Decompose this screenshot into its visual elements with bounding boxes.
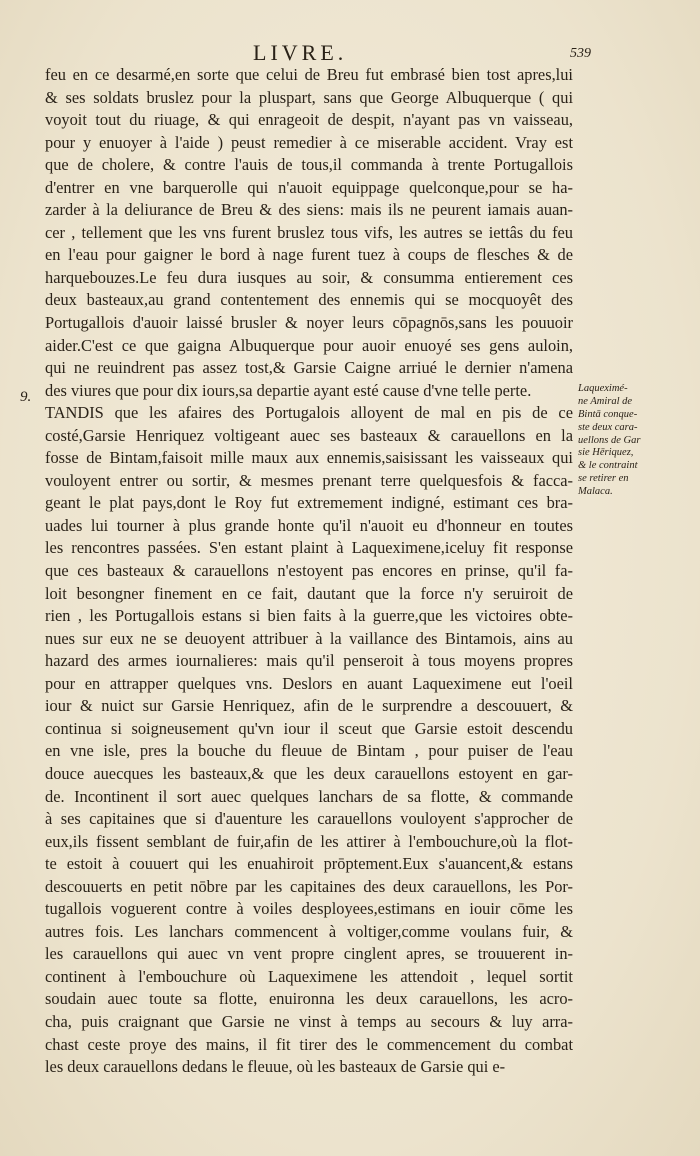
text-line: des viures que pour dix iours,sa departie ayant esté cause d'vne telle perte. xyxy=(45,380,532,400)
text-line: rien , les Portugallois estans si bien faits à la guerre,que les victoires obte- xyxy=(45,606,573,626)
text-line: hazard des armes iournalieres: mais qu'il penseroit à tous moyens propres xyxy=(45,651,573,671)
text-line: & ses soldats bruslez pour la pluspart, sans que George Albuquerque ( qui xyxy=(45,87,573,107)
text-line: vouloyent entrer ou sortir, & mesmes prenant terre quelquesfois & facca- xyxy=(45,470,573,490)
page-header xyxy=(0,40,700,66)
text-line: harquebouzes.Le feu dura iusques au soir, & consumma entierement ces xyxy=(45,267,573,287)
text-line: continent à l'embouchure où Laqueximene les attendoit , lequel sortit xyxy=(45,966,573,986)
text-line: soudain auec toute sa flotte, enuironna les deux carauellons, les acro- xyxy=(45,989,573,1009)
text-line: Portugallois d'auoir laissé brusler & noyer leurs cōpagnōs,sans les pouuoir xyxy=(45,313,573,333)
margin-note-line: ne Amiral de xyxy=(578,395,633,407)
text-line: qui ne reuindrent pas assez tost,& Garsie Caigne arriué le dernier n'amena xyxy=(45,358,573,378)
text-line: continua si soigneusement qu'vn iour il sceut que Garsie estoit descendu xyxy=(45,718,573,738)
text-line: voyoit tout du riuage, & qui enrageoit de despit, n'ayant pas vn vaisseau, xyxy=(45,110,573,130)
text-line: d'entrer en vne barquerolle qui n'auoit equippage quelconque,pour se ha- xyxy=(45,177,573,197)
margin-note-line: Bintā conque- xyxy=(578,408,638,420)
text-line: zarder à la deliurance de Breu & des siens: mais ils ne peurent iamais auan- xyxy=(45,200,573,220)
text-line: de. Incontinent il sort auec quelques lanchars de sa flotte, & commande xyxy=(45,786,573,806)
body-text xyxy=(45,64,573,1079)
text-line: iour & nuict sur Garsie Henriquez, afin de le surprendre a descouuert, & xyxy=(45,696,573,716)
text-line: douce auecques les basteaux,& que les deux carauellons estoyent en gar- xyxy=(45,763,573,783)
margin-note-line: sie Hēriquez, xyxy=(578,447,634,459)
text-line: chast ceste proye des mains, il fit tirer des le commencement du combat xyxy=(45,1034,573,1054)
margin-note-line: & le contraint xyxy=(578,460,638,472)
text-line: loit besongner finement en ce fait, dautant que la force n'y seruiroit de xyxy=(45,583,573,603)
text-line: geant le plat pays,dont le Roy fut extremement indigné, estimant ces bra- xyxy=(45,493,573,513)
margin-note-line: uellons de Gar xyxy=(578,434,641,446)
margin-note-line: Malaca. xyxy=(578,486,613,498)
text-line: aider.C'est ce que gaigna Albuquerque pour auoir enuoyé ses gens auloin, xyxy=(45,335,573,355)
text-line: que de cholere, & contre l'auis de tous,il commanda à trente Portugallois xyxy=(45,155,573,175)
text-line: pour en attrapper quelques vns. Deslors en auant Laqueximene eut l'oeil xyxy=(45,673,573,693)
text-line: nues sur eux ne se deuoyent attribuer à la vaillance des Bintamois, ains au xyxy=(45,628,573,648)
text-line: les deux carauellons dedans le fleuue, où les basteaux de Garsie qui e- xyxy=(45,1057,506,1077)
text-line: TANDIS que les afaires des Portugalois alloyent de mal en pis de ce xyxy=(45,403,573,423)
text-line: les carauellons qui auec vn vent propre cinglent apres, se trouuerent in- xyxy=(45,944,573,964)
margin-note-line: se retirer en xyxy=(578,473,629,485)
text-line: fosse de Bintam,faisoit mille maux aux ennemis,saisissant les vaisseaux qui xyxy=(45,448,573,468)
text-line: tugallois voguerent contre à voiles desployees,estimans en iouir cōme les xyxy=(45,899,573,919)
text-line: eux,ils fissent semblant de fuir,afin de les attirer à l'embouchure,où la flot- xyxy=(45,831,573,851)
text-line: que ces basteaux & carauellons n'estoyent pas encores en prinse, qu'il fa- xyxy=(45,561,573,581)
text-line: deux basteaux,au grand contentement des ennemis qui se mocquoyêt des xyxy=(45,290,573,310)
text-line: en l'eau pour gaigner le bord à nage furent tuez à coups de flesches & de xyxy=(45,245,573,265)
paragraph-number: 9. xyxy=(20,389,32,405)
text-line: feu en ce desarmé,en sorte que celui de Breu fut embrasé bien tost apres,lui xyxy=(45,65,573,84)
text-line: pour y enuoyer à l'aide ) peust remedier à ce miserable accident. Vray est xyxy=(45,132,573,152)
text-line: te estoit à couuert qui les enuahiroit prōptement.Eux s'auancent,& estans xyxy=(45,854,573,874)
text-line: en vne isle, pres la bouche du fleuue de Bintam , pour puiser de l'eau xyxy=(45,741,573,761)
text-line: uades lui tourner à plus grande honte qu'il n'auoit eu d'honneur en toutes xyxy=(45,515,573,535)
page-number: 539 xyxy=(570,46,591,61)
text-line: autres fois. Les lanchars commencent à voltiger,comme voulans fuir, & xyxy=(45,921,573,941)
text-line: cer , tellement que les vns furent bruslez tous vifs, les autres se iettâs du feu xyxy=(45,222,573,242)
margin-note-line: Laqueximé- xyxy=(578,383,628,394)
text-line: les rencontres passées. S'en estant plaint à Laqueximene,iceluy fit responsе xyxy=(45,538,573,558)
margin-note xyxy=(578,383,678,499)
text-line: costé,Garsie Henriquez voltigeant auec ses basteaux & carauellons en la xyxy=(45,425,573,445)
running-title: LIVRE. xyxy=(253,40,348,65)
text-line: cha, puis craignant que Garsie ne vinst à temps au secours & luy arra- xyxy=(45,1011,573,1031)
margin-note-line: ste deux cara- xyxy=(578,421,638,433)
text-line: à ses capitaines que si d'auenture les carauellons vouloyent s'approcher de xyxy=(45,809,573,829)
text-line: descouuerts en petit nōbre par les capitaines des deux carauellons, les Por- xyxy=(45,876,573,896)
